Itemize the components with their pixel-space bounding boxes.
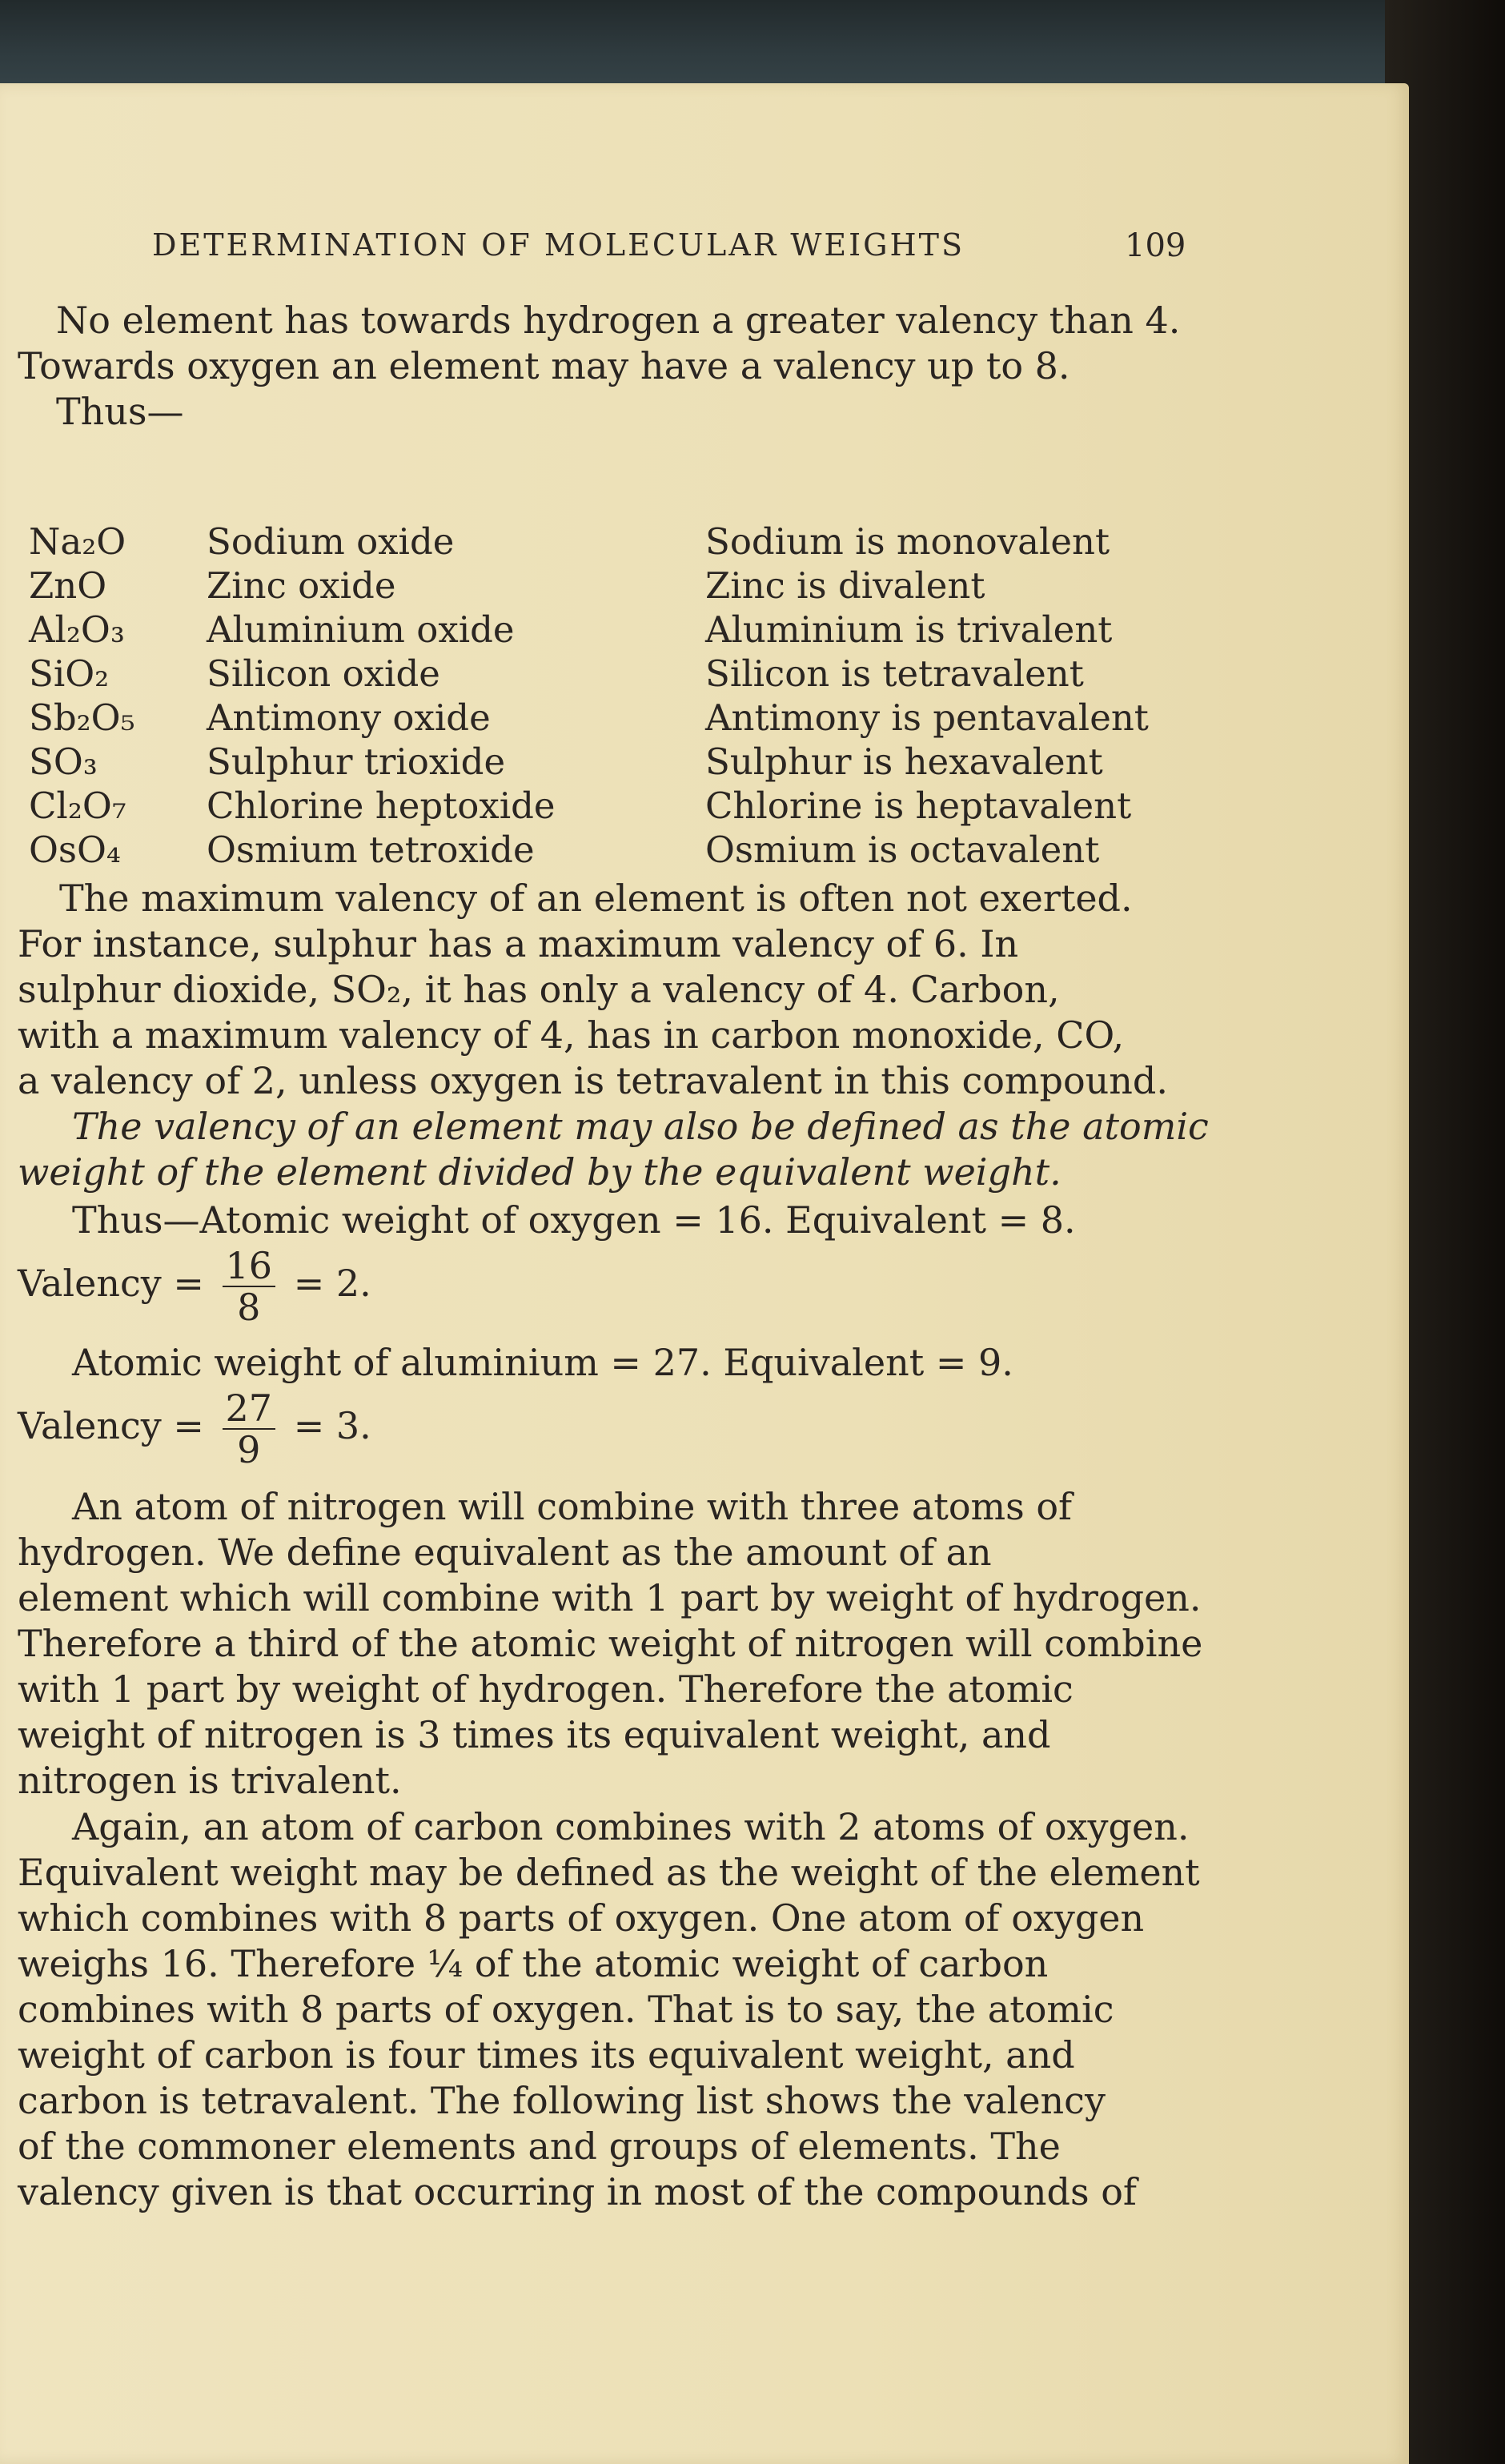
- text-line: For instance, sulphur has a maximum valency of 6. In: [18, 922, 1019, 965]
- oxygen-valency-equation: [18, 1246, 371, 1327]
- oxide-valency-table: [29, 520, 1214, 872]
- text-line: with a maximum valency of 4, has in carbon monoxide, CO,: [18, 1013, 1125, 1057]
- oxide-name: Sodium oxide: [207, 520, 455, 563]
- text-line: Thus—Atomic weight of oxygen = 16. Equivalent = 8.: [72, 1198, 1076, 1242]
- table-row: [29, 608, 1214, 652]
- running-title: DETERMINATION OF MOLECULAR WEIGHTS: [152, 227, 965, 263]
- text-line: sulphur dioxide, SO₂, it has only a valency of 4. Carbon,: [18, 968, 1060, 1011]
- oxygen-example: [18, 1198, 1210, 1243]
- table-row: [29, 652, 1214, 696]
- text-line: a valency of 2, unless oxygen is tetravalent in this compound.: [18, 1059, 1168, 1102]
- oxide-formula: Sb₂O₅: [29, 696, 135, 739]
- oxide-valency: Zinc is divalent: [705, 564, 985, 607]
- text-line: element which will combine with 1 part by weight of hydrogen.: [18, 1576, 1202, 1619]
- text-line: carbon is tetravalent. The following list shows the valency: [18, 2079, 1106, 2122]
- oxide-valency: Sulphur is hexavalent: [705, 740, 1103, 783]
- oxide-formula: ZnO: [29, 564, 107, 607]
- oxide-valency: Antimony is pentavalent: [705, 696, 1149, 739]
- oxide-name: Osmium tetroxide: [207, 829, 535, 871]
- text-line: Atomic weight of aluminium = 27. Equivalent = 9.: [72, 1341, 1013, 1384]
- equation-result: = 3.: [293, 1404, 371, 1447]
- oxide-valency: Osmium is octavalent: [705, 829, 1100, 871]
- fraction-denominator: 8: [237, 1286, 261, 1329]
- fraction-numerator: 16: [223, 1246, 276, 1287]
- equation-label: Valency =: [18, 1262, 204, 1305]
- oxide-valency: Chlorine is heptavalent: [705, 785, 1132, 827]
- text-line: No element has towards hydrogen a greater valency than 4.: [56, 299, 1181, 342]
- table-row: [29, 784, 1214, 828]
- text-line: Again, an atom of carbon combines with 2 atoms of oxygen.: [72, 1805, 1190, 1848]
- text-line: of the commoner elements and groups of elements. The: [18, 2125, 1061, 2168]
- valency-definition: [18, 1104, 1210, 1195]
- text-line: combines with 8 parts of oxygen. That is to say, the atomic: [18, 1988, 1114, 2031]
- oxide-valency: Silicon is tetravalent: [705, 652, 1084, 695]
- table-row: [29, 696, 1214, 740]
- fraction: [223, 1246, 276, 1327]
- page-number: 109: [1125, 227, 1186, 264]
- book-page: [0, 83, 1409, 2464]
- carbon-paragraph: [18, 1804, 1210, 2215]
- equation-result: = 2.: [293, 1262, 371, 1305]
- fraction: [223, 1388, 276, 1470]
- text-line: valency given is that occurring in most of the compounds of: [18, 2170, 1137, 2213]
- text-line: Towards oxygen an element may have a valency up to 8.: [18, 344, 1070, 387]
- fraction-numerator: 27: [223, 1388, 276, 1430]
- oxide-valency: Sodium is monovalent: [705, 520, 1110, 563]
- intro-paragraph: [18, 298, 1210, 435]
- table-row: [29, 740, 1214, 784]
- equation-label: Valency =: [18, 1404, 204, 1447]
- oxide-formula: OsO₄: [29, 829, 121, 871]
- oxide-formula: Al₂O₃: [29, 608, 125, 651]
- fraction-denominator: 9: [237, 1428, 261, 1471]
- table-row: [29, 828, 1214, 872]
- oxide-name: Silicon oxide: [207, 652, 440, 695]
- table-row: [29, 564, 1214, 608]
- oxide-formula: SO₃: [29, 740, 98, 783]
- text-line: Thus—: [56, 390, 184, 433]
- text-line: The maximum valency of an element is often not exerted.: [59, 877, 1133, 920]
- oxide-formula: SiO₂: [29, 652, 110, 695]
- oxide-formula: Na₂O: [29, 520, 126, 563]
- text-line: The valency of an element may also be defined as the atomic: [72, 1105, 1209, 1148]
- text-line: weight of the element divided by the equivalent weight.: [18, 1150, 1062, 1194]
- text-line: weight of carbon is four times its equivalent weight, and: [18, 2033, 1075, 2077]
- text-line: An atom of nitrogen will combine with three atoms of: [72, 1485, 1073, 1528]
- aluminium-valency-equation: [18, 1388, 371, 1470]
- text-line: Therefore a third of the atomic weight of nitrogen will combine: [18, 1622, 1203, 1665]
- oxide-valency: Aluminium is trivalent: [705, 608, 1113, 651]
- aluminium-example: [18, 1340, 1210, 1386]
- oxide-name: Sulphur trioxide: [207, 740, 506, 783]
- text-line: Equivalent weight may be defined as the weight of the element: [18, 1851, 1200, 1894]
- oxide-formula: Cl₂O₇: [29, 785, 126, 827]
- oxide-name: Antimony oxide: [207, 696, 491, 739]
- table-row: [29, 520, 1214, 564]
- oxide-name: Aluminium oxide: [207, 608, 515, 651]
- text-line: which combines with 8 parts of oxygen. One atom of oxygen: [18, 1896, 1145, 1940]
- max-valency-paragraph: [18, 876, 1210, 1104]
- oxide-name: Chlorine heptoxide: [207, 785, 556, 827]
- nitrogen-paragraph: [18, 1484, 1210, 1804]
- text-line: hydrogen. We define equivalent as the amount of an: [18, 1531, 992, 1574]
- text-line: weight of nitrogen is 3 times its equivalent weight, and: [18, 1713, 1051, 1756]
- text-line: with 1 part by weight of hydrogen. Therefore the atomic: [18, 1667, 1074, 1711]
- text-line: weighs 16. Therefore ¼ of the atomic weight of carbon: [18, 1942, 1049, 1985]
- text-line: nitrogen is trivalent.: [18, 1759, 402, 1802]
- oxide-name: Zinc oxide: [207, 564, 396, 607]
